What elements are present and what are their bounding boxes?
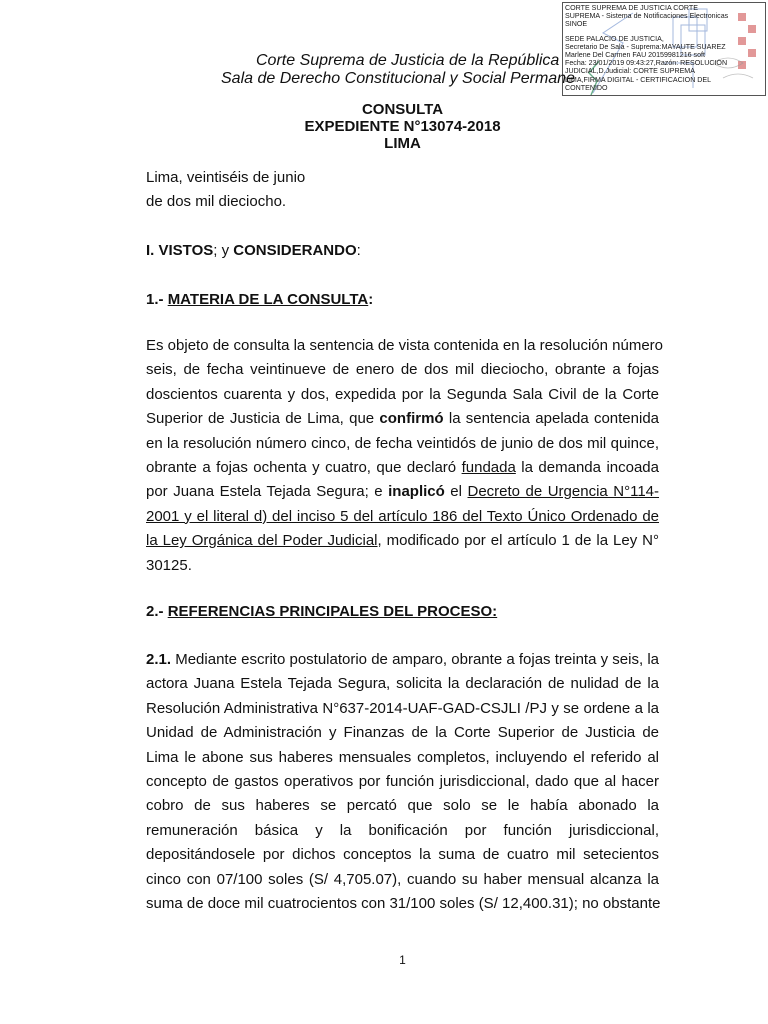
paragraph-consulta	[146, 334, 663, 578]
vistos-colon: :	[356, 242, 361, 259]
underlined-decree-ref: Decreto de Urgencia N°114-	[467, 483, 660, 501]
text-line: depositándosele por dichos conceptos la suma de cuatro mil setecientos	[146, 846, 659, 864]
section-1-heading	[146, 291, 373, 308]
vistos-conjunction: ; y	[213, 242, 234, 259]
text-line: actora Juana Estela Tejada Segura, solicita la declaración de nulidad de la	[146, 675, 659, 693]
vistos-label: I. VISTOS	[146, 242, 214, 259]
text-line: doscientos cuarenta y dos, expedida por la Segunda Sala Civil de la Corte	[146, 385, 659, 403]
chamber-name: Sala de Derecho Constitucional y Social Permane	[221, 70, 575, 87]
text-line: Lima le abone sus haberes mensuales completos, incluyendo el referido al	[146, 748, 659, 766]
text-run: Mediante escrito postulatorio de amparo, obrante a fojas treinta y seis, la	[171, 651, 659, 668]
text-line: remuneración básica y la bonificación por función jurisdiccional,	[146, 821, 659, 839]
underlined-term-fundada: fundada	[461, 458, 516, 476]
text-run: el	[444, 483, 468, 501]
stamp-text	[565, 4, 761, 92]
text-line: 30125.	[146, 556, 192, 574]
date-line-1: Lima, veintiséis de junio	[146, 169, 306, 186]
text-run: obrante a fojas ochenta y cuatro, que declaró	[146, 458, 462, 476]
stamp-line: LIMA,FIRMA DIGITAL - CERTIFICACION DEL	[565, 75, 712, 84]
stamp-line: Secretario De Sala - Suprema:MAYAUTE SUAREZ	[565, 42, 726, 51]
bold-term-confirmo: confirmó	[379, 410, 444, 428]
text-run: , modificado por el artículo 1 de la Ley N°	[377, 532, 659, 550]
text-line: Resolución Administrativa N°637-2014-UAF-GAD-CSJLI /PJ y se ordene a la	[146, 699, 659, 717]
considerando-label: CONSIDERANDO	[233, 242, 357, 259]
stamp-line: Fecha: 23/01/2019 09:43:27,Razón: RESOLUCIÓN	[565, 59, 728, 68]
text-line	[146, 480, 659, 504]
text-line: concepto de gastos operativos por función jurisdiccional, dado que al hacer	[146, 772, 659, 790]
text-line: cinco con 07/100 soles (S/ 4,705.07), cuando su haber mensual alcanza la	[146, 870, 659, 888]
bold-term-inaplico: inaplicó	[388, 483, 445, 501]
text-line	[146, 529, 659, 553]
text-run: Superior de Justicia de Lima, que	[146, 410, 380, 428]
document-type: CONSULTA	[361, 101, 444, 118]
text-line	[146, 648, 659, 672]
case-location: LIMA	[384, 135, 421, 152]
underlined-law-ref: la Ley Orgánica del Poder Judicial	[146, 532, 378, 550]
stamp-line: CORTE SUPREMA DE JUSTICIA CORTE	[565, 4, 698, 12]
stamp-line: SINOE	[565, 20, 588, 29]
stamp-line: JUDICIAL,D.Judicial: CORTE SUPREMA	[565, 67, 695, 76]
text-line: suma de doce mil cuatrocientos con 31/100 soles (S/ 12,400.31); no obstante	[146, 894, 661, 912]
text-run: por Juana Estela Tejada Segura; e	[146, 483, 389, 501]
page-number: 1	[399, 953, 406, 967]
text-line: cobro de sus haberes se percató que solo se le había abonado la	[146, 797, 659, 815]
section-1-title: MATERIA DE LA CONSULTA	[167, 291, 369, 308]
paragraph-referencias	[146, 648, 659, 916]
stamp-line: SEDE PALACIO DE JUSTICIA,	[565, 34, 664, 43]
stamp-line: SUPREMA - Sistema de Notificaciones Electronicas	[565, 12, 729, 21]
section-2-number: 2.-	[146, 603, 168, 620]
section-1-number: 1.-	[146, 291, 168, 308]
court-name: Corte Suprema de Justicia de la República	[256, 52, 560, 69]
underlined-text-line: 2001 y el literal d) del inciso 5 del artículo 186 del Texto Único Ordenado de	[146, 507, 659, 525]
section-1-colon: :	[368, 291, 374, 308]
text-line: Es objeto de consulta la sentencia de vista contenida en la resolución número	[146, 337, 663, 354]
date-line-2: de dos mil dieciocho.	[146, 193, 287, 210]
text-line: en la resolución número cinco, de fecha veintidós de junio de dos mil quince,	[146, 434, 659, 452]
vistos-heading	[146, 242, 361, 259]
stamp-line: Marlene Del Carmen FAU 20159981216 soft	[565, 51, 705, 60]
text-run: la sentencia apelada contenida	[443, 410, 660, 428]
text-line	[146, 407, 659, 431]
section-2-heading	[146, 603, 497, 620]
case-number: EXPEDIENTE N°13074-2018	[304, 118, 501, 135]
stamp-line: CONTENIDO	[565, 83, 608, 92]
section-2-title: REFERENCIAS PRINCIPALES DEL PROCESO:	[167, 603, 498, 620]
text-run: la demanda incoada	[515, 458, 659, 476]
item-number: 2.1.	[146, 651, 172, 668]
digital-signature-stamp	[562, 2, 766, 96]
text-line	[146, 456, 659, 480]
text-line: Unidad de Administración y Finanzas de la Corte Superior de Justicia de	[146, 724, 659, 742]
text-line: seis, de fecha veintinueve de enero de dos mil dieciocho, obrante a fojas	[146, 361, 659, 379]
